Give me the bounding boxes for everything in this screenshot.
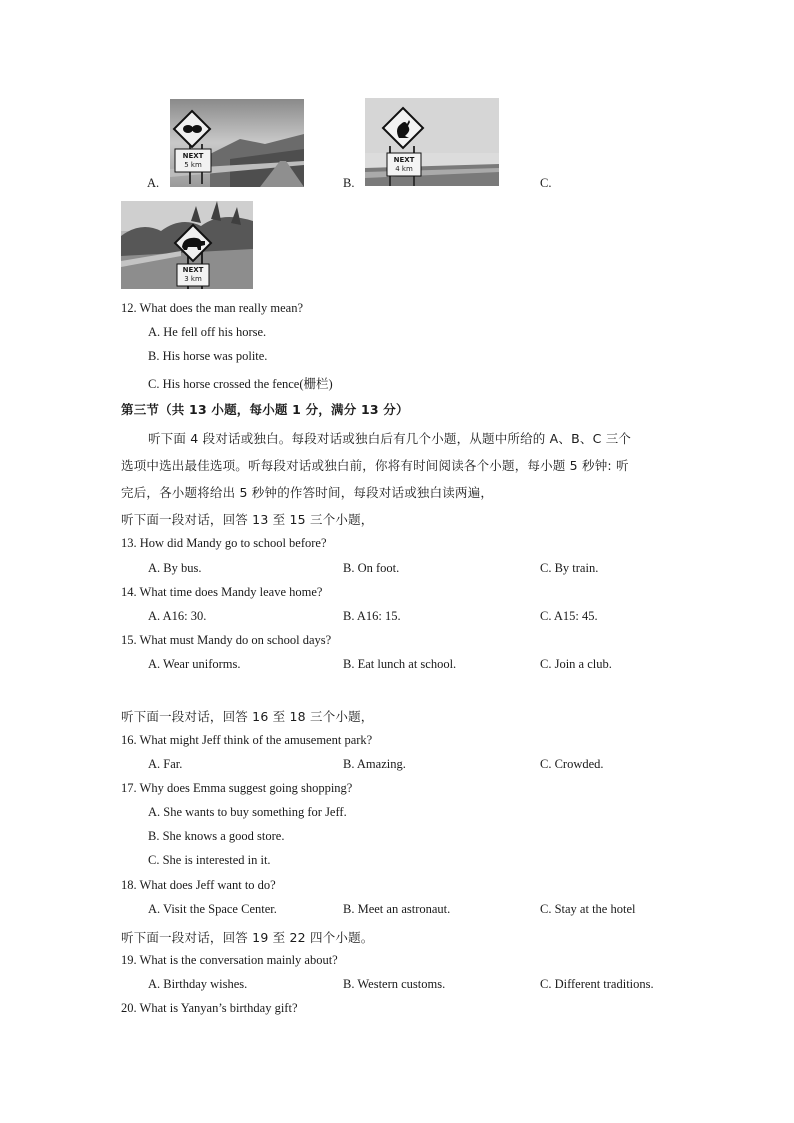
elephant-sign-photo — [170, 99, 304, 187]
q17-option-a: A. She wants to buy something for Jeff. — [148, 805, 347, 819]
section-3-title: 第三节（共 13 小题，每小题 1 分，满分 13 分） — [121, 402, 409, 417]
section-3-instructions-line2: 选项中选出最佳选项。听每段对话或独白前，你将有时间阅读各个小题，每小题 5 秒钟: 听 — [121, 458, 629, 473]
question-17: 17. Why does Emma suggest going shopping? — [121, 781, 353, 795]
q16-option-b: B. Amazing. — [343, 757, 406, 771]
sign-text-distance: 5 km — [184, 161, 202, 169]
q12-option-b: B. His horse was polite. — [148, 349, 268, 363]
q19-option-c: C. Different traditions. — [540, 977, 654, 991]
question-18: 18. What does Jeff want to do? — [121, 878, 276, 892]
q13-option-c: C. By train. — [540, 561, 599, 575]
q14-option-a: A. A16: 30. — [148, 609, 207, 623]
q15-option-a: A. Wear uniforms. — [148, 657, 241, 671]
q16-option-a: A. Far. — [148, 757, 183, 771]
section-3-instructions-line1: 听下面 4 段对话或独白。每段对话或独白后有几个小题，从题中所给的 A、B、C 三个 — [148, 431, 632, 446]
q16-option-c: C. Crowded. — [540, 757, 604, 771]
q17-option-c: C. She is interested in it. — [148, 853, 271, 867]
question-16: 16. What might Jeff think of the amusement park? — [121, 733, 373, 747]
q19-option-b: B. Western customs. — [343, 977, 446, 991]
group-3-header: 听下面一段对话，回答 19 至 22 四个小题。 — [121, 930, 374, 945]
question-14: 14. What time does Mandy leave home? — [121, 585, 323, 599]
sign-text-distance: 3 km — [184, 275, 202, 283]
q15-option-c: C. Join a club. — [540, 657, 612, 671]
group-1-header: 听下面一段对话，回答 13 至 15 三个小题， — [121, 512, 374, 527]
q14-option-c: C. A15: 45. — [540, 609, 598, 623]
kangaroo-sign-photo — [365, 98, 499, 186]
sign-text-next: NEXT — [393, 156, 415, 164]
sign-text-next: NEXT — [182, 152, 204, 160]
question-12: 12. What does the man really mean? — [121, 301, 303, 315]
option-c-label: C. — [540, 176, 552, 190]
q12-option-a: A. He fell off his horse. — [148, 325, 267, 339]
q13-option-b: B. On foot. — [343, 561, 400, 575]
q19-option-a: A. Birthday wishes. — [148, 977, 248, 991]
q17-option-b: B. She knows a good store. — [148, 829, 285, 843]
option-a-label: A. — [147, 176, 160, 190]
bear-sign-photo — [121, 201, 253, 289]
q18-option-b: B. Meet an astronaut. — [343, 902, 451, 916]
q12-option-c: C. His horse crossed the fence(栅栏) — [148, 377, 333, 391]
question-15: 15. What must Mandy do on school days? — [121, 633, 332, 647]
q14-option-b: B. A16: 15. — [343, 609, 401, 623]
q18-option-c: C. Stay at the hotel — [540, 902, 636, 916]
section-3-instructions-line3: 完后，各小题将给出 5 秒钟的作答时间，每段对话或独白读两遍， — [121, 485, 494, 500]
q13-option-a: A. By bus. — [148, 561, 202, 575]
question-20: 20. What is Yanyan’s birthday gift? — [121, 1001, 298, 1015]
group-2-header: 听下面一段对话，回答 16 至 18 三个小题， — [121, 709, 374, 724]
question-19: 19. What is the conversation mainly about? — [121, 953, 338, 967]
sign-text-next: NEXT — [182, 266, 204, 274]
q15-option-b: B. Eat lunch at school. — [343, 657, 457, 671]
sign-text-distance: 4 km — [395, 165, 413, 173]
question-13: 13. How did Mandy go to school before? — [121, 536, 327, 550]
q18-option-a: A. Visit the Space Center. — [148, 902, 277, 916]
option-b-label: B. — [343, 176, 355, 190]
